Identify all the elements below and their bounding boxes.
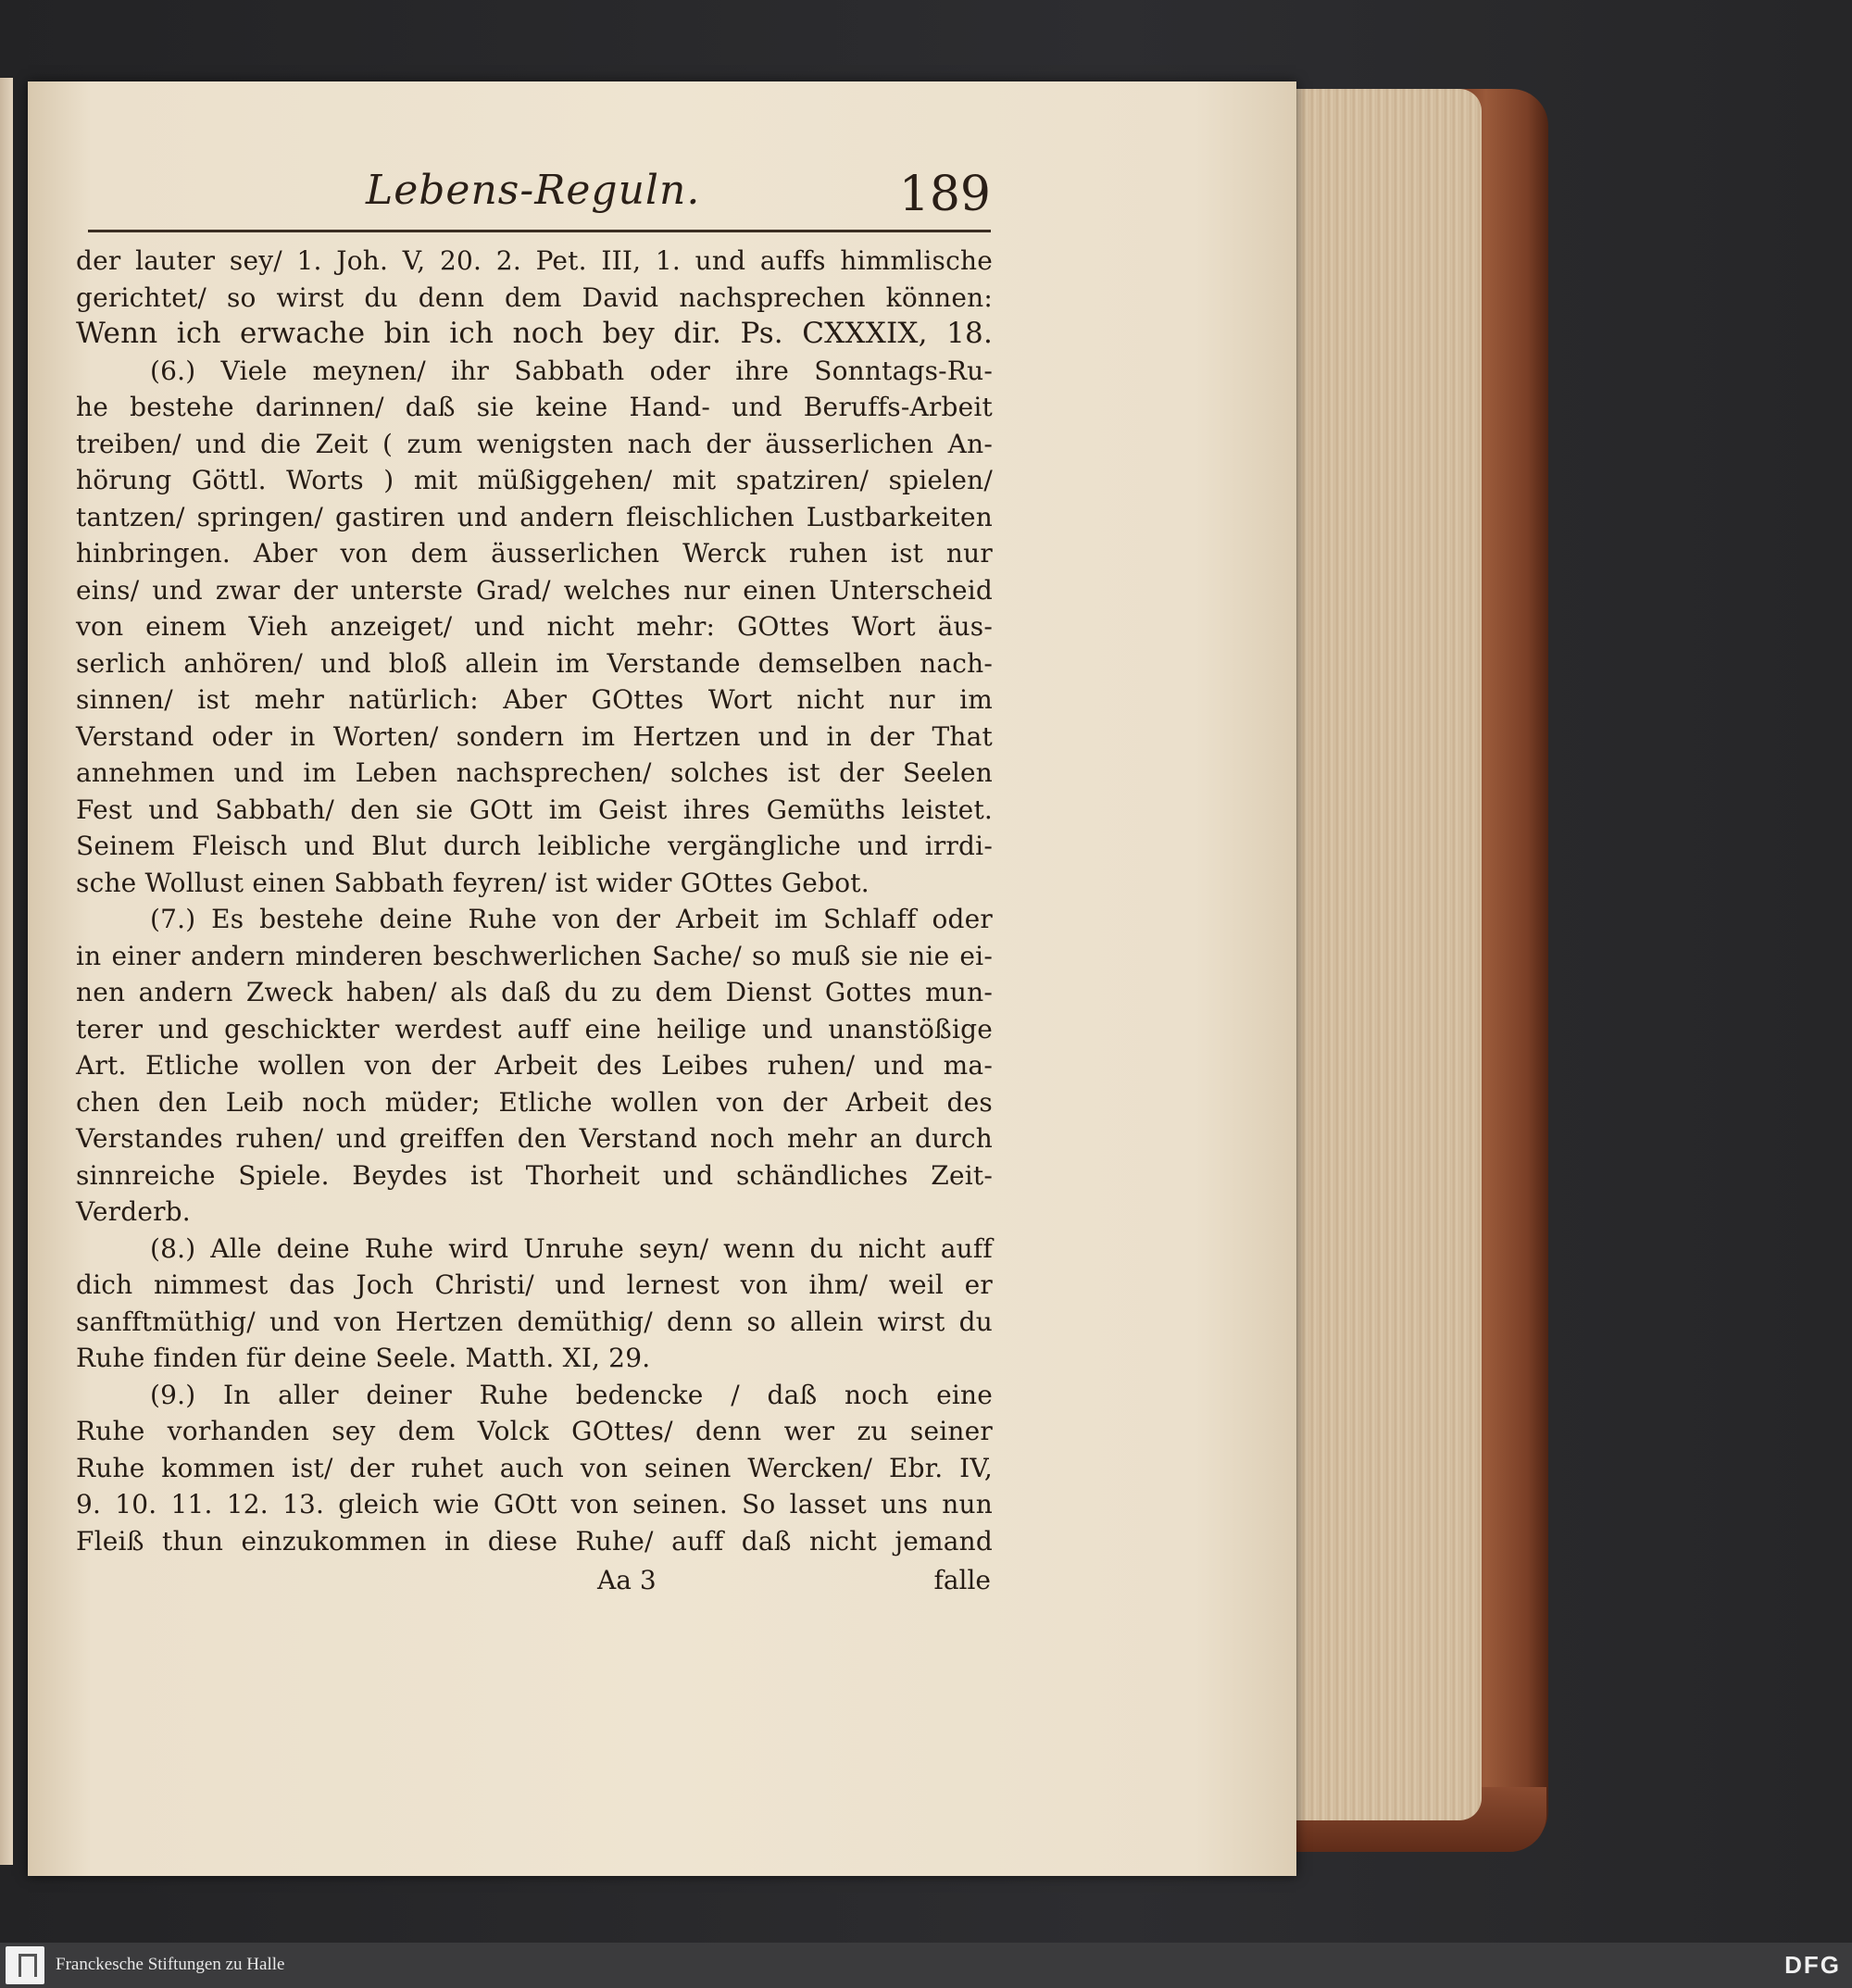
running-title: Lebens-Reguln. [366,167,701,214]
page-header [88,167,991,241]
text-line: Fleiß thun einzukommen in diese Ruhe/ auff daß nicht jemand [76,1525,993,1557]
text-line: terer und geschickter werdest auff eine heilige und unanstößige [76,1013,993,1044]
text-line: 9. 10. 11. 12. 13. gleich wie GOtt von seinen. So lasset uns nun [76,1489,993,1519]
institution-logo-icon[interactable] [6,1946,44,1984]
catch-line [88,1565,991,1602]
text-line: von einem Vieh anzeiget/ und nicht mehr: GOttes Wort äus- [76,611,993,642]
text-line: Ruhe kommen ist/ der ruhet auch von seinen Wercken/ Ebr. IV, [76,1452,993,1483]
text-line: sche Wollust einen Sabbath feyren/ ist wider GOttes Gebot. [76,867,870,898]
text-line: dich nimmest das Joch Christi/ und lernest von ihm/ weil er [76,1269,993,1300]
text-line: he bestehe darinnen/ daß sie keine Hand- und Beruffs-Arbeit [76,392,993,422]
catchword: falle [933,1565,991,1595]
body-text [76,243,993,1559]
text-line: der lauter sey/ 1. Joh. V, 20. 2. Pet. III, 1. und auffs himmlische [76,245,993,276]
text-line: Seinem Fleisch und Blut durch leibliche vergängliche und irrdi- [76,831,993,861]
text-line: sinnreiche Spiele. Beydes ist Thorheit und schändliches Zeit- [76,1159,993,1191]
text-line: Art. Etliche wollen von der Arbeit des Leibes ruhen/ und ma- [76,1050,993,1081]
signature-mark: Aa 3 [597,1565,657,1595]
text-line: Wenn ich erwache bin ich noch bey dir. Ps. CXXXIX, 18. [76,317,993,350]
text-line: (8.) Alle deine Ruhe wird Unruhe seyn/ wenn du nicht auff [150,1232,993,1264]
text-line: (6.) Viele meynen/ ihr Sabbath oder ihre Sonntags-Ru- [150,355,993,386]
page-number: 189 [898,167,991,222]
text-line: nen andern Zweck haben/ als daß du zu dem Dienst Gottes mun- [76,977,993,1007]
text-line: Ruhe finden für deine Seele. Matth. XI, 29. [76,1343,651,1373]
text-line: in einer andern minderen beschwerlichen Sache/ so muß sie nie ei- [76,940,993,971]
text-line: (7.) Es bestehe deine Ruhe von der Arbeit im Schlaff oder [150,904,993,934]
header-rule [88,230,991,232]
facing-page-edge [0,78,13,1865]
dfg-logo[interactable]: DFG [1784,1951,1841,1979]
text-line: hinbringen. Aber von dem äusserlichen Werck ruhen ist nur [76,538,993,569]
text-line: hörung Göttl. Worts ) mit müßiggehen/ mit spatziren/ spielen/ [76,465,993,495]
text-line: tantzen/ springen/ gastiren und andern fleischlichen Lustbarkeiten [76,501,993,532]
text-line: chen den Leib noch müder; Etliche wollen von der Arbeit des [76,1086,993,1118]
page-block-edge [1293,89,1482,1820]
text-line: Verstandes ruhen/ und greiffen den Verstand noch mehr an durch [76,1123,993,1154]
text-line: treiben/ und die Zeit ( zum wenigsten nach der äusserlichen An- [76,428,993,459]
text-line: sinnen/ ist mehr natürlich: Aber GOttes Wort nicht nur im [76,684,993,715]
footer-bar [0,1943,1852,1988]
text-line: Fest und Sabbath/ den sie GOtt im Geist ihres Gemüths leistet. [76,794,993,825]
text-line: serlich anhören/ und bloß allein im Verstande demselben nach- [76,647,993,679]
text-line: Ruhe vorhanden sey dem Volck GOttes/ denn wer zu seiner [76,1416,993,1446]
text-line: sanfftmüthig/ und von Hertzen demüthig/ denn so allein wirst du [76,1306,993,1337]
institution-name[interactable]: Franckesche Stiftungen zu Halle [56,1955,285,1974]
text-line: (9.) In aller deiner Ruhe bedencke / daß noch eine [150,1379,993,1410]
text-line: eins/ und zwar der unterste Grad/ welches nur einen Unterscheid [76,574,993,606]
text-line: Verderb. [76,1196,191,1227]
text-line: annehmen und im Leben nachsprechen/ solches ist der Seelen [76,757,993,788]
text-line: gerichtet/ so wirst du denn dem David nachsprechen können: [76,281,993,313]
text-line: Verstand oder in Worten/ sondern im Hertzen und in der That [76,720,993,752]
